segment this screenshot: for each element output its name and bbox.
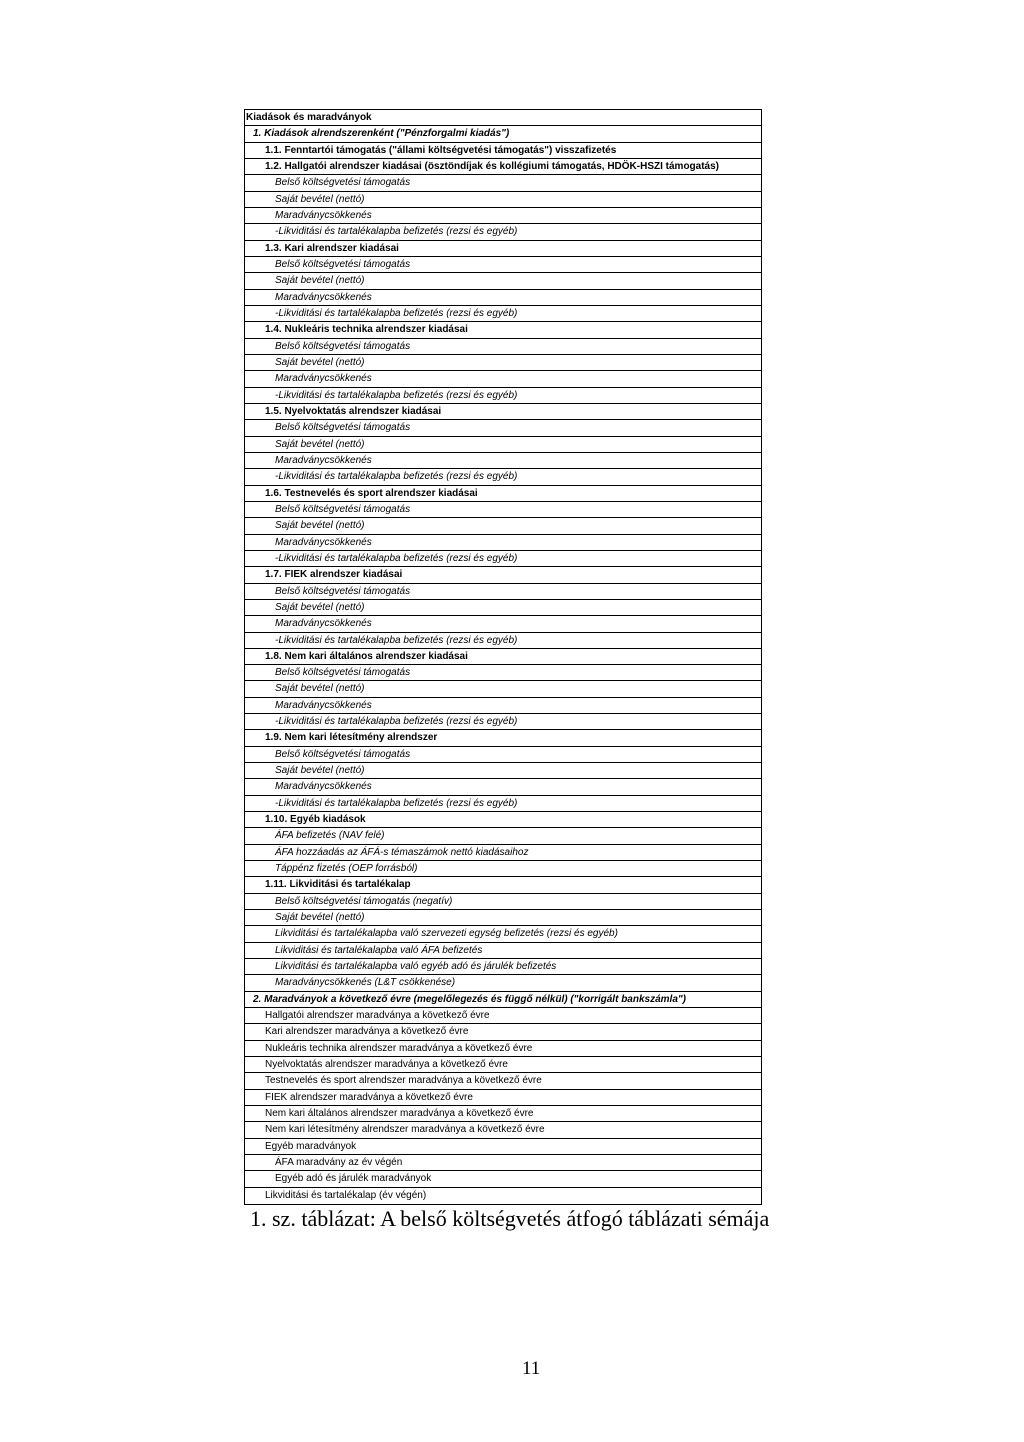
table-row bbox=[245, 812, 761, 828]
table-row bbox=[245, 828, 761, 844]
row-label: -Likviditási és tartalékalapba befizetés (rezsi és egyéb) bbox=[275, 552, 518, 564]
row-label: Táppénz fizetés (OEP forrásból) bbox=[275, 863, 418, 875]
row-label: Likviditási és tartalékalap (év végén) bbox=[265, 1189, 427, 1201]
row-label: Maradványcsökkenés bbox=[275, 454, 372, 466]
table-row bbox=[245, 535, 761, 551]
row-label: Belső költségvetési támogatás (negatív) bbox=[275, 895, 453, 907]
table-row bbox=[245, 992, 761, 1008]
table-row bbox=[245, 894, 761, 910]
row-label: Maradványcsökkenés bbox=[275, 536, 372, 548]
row-label: Nyelvoktatás alrendszer maradványa a következő évre bbox=[265, 1059, 508, 1071]
row-label: Maradványcsökkenés bbox=[275, 373, 372, 385]
row-label: Saját bevétel (nettó) bbox=[275, 683, 365, 695]
row-label: FIEK alrendszer maradványa a következő évre bbox=[265, 1091, 473, 1103]
table-row bbox=[245, 175, 761, 191]
row-label: Kari alrendszer maradványa a következő évre bbox=[265, 1026, 469, 1038]
row-label: Nukleáris technika alrendszer maradványa a következő évre bbox=[265, 1042, 533, 1054]
table-row bbox=[245, 306, 761, 322]
row-label: Maradványcsökkenés (L&T csökkenése) bbox=[275, 977, 456, 989]
table-row bbox=[245, 845, 761, 861]
row-label: Saját bevétel (nettó) bbox=[275, 520, 365, 532]
table-row bbox=[245, 943, 761, 959]
row-label: Saját bevétel (nettó) bbox=[275, 275, 365, 287]
row-label: Egyéb adó és járulék maradványok bbox=[275, 1173, 432, 1185]
table-row bbox=[245, 1106, 761, 1122]
row-label: Maradványcsökkenés bbox=[275, 291, 372, 303]
row-label: Maradványcsökkenés bbox=[275, 781, 372, 793]
table-row bbox=[245, 1090, 761, 1106]
row-label: Likviditási és tartalékalapba való ÁFA befizetés bbox=[275, 944, 483, 956]
table-row bbox=[245, 1073, 761, 1089]
row-label: Saját bevétel (nettó) bbox=[275, 601, 365, 613]
row-label: Nem kari létesítmény alrendszer maradványa a következő évre bbox=[265, 1124, 545, 1136]
row-label: 1.7. FIEK alrendszer kiadásai bbox=[265, 569, 403, 581]
row-label: Belső költségvetési támogatás bbox=[275, 177, 411, 189]
table-row bbox=[245, 502, 761, 518]
row-label: Maradványcsökkenés bbox=[275, 209, 372, 221]
row-label: Saját bevétel (nettó) bbox=[275, 356, 365, 368]
table-row bbox=[245, 975, 761, 991]
table-row bbox=[245, 257, 761, 273]
row-label: 1.9. Nem kari létesítmény alrendszer bbox=[265, 732, 438, 744]
table-row bbox=[245, 681, 761, 697]
row-label: -Likviditási és tartalékalapba befizetés (rezsi és egyéb) bbox=[275, 797, 518, 809]
table-row bbox=[245, 551, 761, 567]
row-label: Belső költségvetési támogatás bbox=[275, 340, 411, 352]
table-row bbox=[245, 1155, 761, 1171]
table-row bbox=[245, 649, 761, 665]
table-row bbox=[245, 1171, 761, 1187]
table-row bbox=[245, 388, 761, 404]
table-row bbox=[245, 1024, 761, 1040]
row-label: Nem kari általános alrendszer maradványa a következő évre bbox=[265, 1108, 534, 1120]
row-label: Belső költségvetési támogatás bbox=[275, 585, 411, 597]
row-label: Belső költségvetési támogatás bbox=[275, 258, 411, 270]
row-label: 1.2. Hallgatói alrendszer kiadásai (ösztöndíjak és kollégiumi támogatás, HDÖK-HSZI támogatás) bbox=[265, 160, 720, 172]
table-row bbox=[245, 796, 761, 812]
table-row bbox=[245, 1122, 761, 1138]
table-row bbox=[245, 665, 761, 681]
table-row bbox=[245, 779, 761, 795]
table-row bbox=[245, 1057, 761, 1073]
table-row bbox=[245, 159, 761, 175]
row-label: 2. Maradványok a következő évre (megelőlegezés és függő nélkül) ("korrigált bankszámla") bbox=[253, 993, 686, 1005]
table-caption: 1. sz. táblázat: A belső költségvetés átfogó táblázati sémája bbox=[250, 1206, 770, 1231]
row-label: Kiadások és maradványok bbox=[246, 112, 372, 123]
table-row bbox=[245, 567, 761, 583]
table-row bbox=[245, 143, 761, 159]
row-label: Belső költségvetési támogatás bbox=[275, 503, 411, 515]
row-label: Belső költségvetési támogatás bbox=[275, 667, 411, 679]
table-row bbox=[245, 1041, 761, 1057]
row-label: Saját bevétel (nettó) bbox=[275, 765, 365, 777]
row-label: ÁFA befizetés (NAV felé) bbox=[275, 830, 385, 842]
table-row bbox=[245, 910, 761, 926]
row-label: 1.6. Testnevelés és sport alrendszer kiadásai bbox=[265, 487, 478, 499]
row-label: 1.3. Kari alrendszer kiadásai bbox=[265, 242, 399, 254]
table-row bbox=[245, 861, 761, 877]
table-row bbox=[245, 453, 761, 469]
row-label: Maradványcsökkenés bbox=[275, 618, 372, 630]
row-label: -Likviditási és tartalékalapba befizetés (rezsi és egyéb) bbox=[275, 471, 518, 483]
table-row bbox=[245, 1008, 761, 1024]
row-label: 1. Kiadások alrendszerenként ("Pénzforgalmi kiadás") bbox=[253, 128, 510, 140]
row-label: -Likviditási és tartalékalapba befizetés (rezsi és egyéb) bbox=[275, 307, 518, 319]
table-row bbox=[245, 224, 761, 240]
row-label: -Likviditási és tartalékalapba befizetés (rezsi és egyéb) bbox=[275, 634, 518, 646]
table-row bbox=[245, 110, 761, 126]
table-row bbox=[245, 486, 761, 502]
table-row bbox=[245, 714, 761, 730]
row-label: 1.1. Fenntartói támogatás ("állami költségvetési támogatás") visszafizetés bbox=[265, 144, 617, 156]
table-row bbox=[245, 420, 761, 436]
row-label: Likviditási és tartalékalapba való szervezeti egység befizetés (rezsi és egyéb) bbox=[275, 928, 618, 940]
table-row bbox=[245, 371, 761, 387]
row-label: Maradványcsökkenés bbox=[275, 699, 372, 711]
table-row bbox=[245, 518, 761, 534]
table-row bbox=[245, 437, 761, 453]
row-label: Egyéb maradványok bbox=[265, 1140, 357, 1152]
table-row bbox=[245, 241, 761, 257]
row-label: Saját bevétel (nettó) bbox=[275, 438, 365, 450]
row-label: 1.8. Nem kari általános alrendszer kiadásai bbox=[265, 650, 468, 662]
row-label: 1.10. Egyéb kiadások bbox=[265, 814, 366, 826]
table-row bbox=[245, 355, 761, 371]
row-label: ÁFA maradvány az év végén bbox=[275, 1157, 403, 1168]
table-row bbox=[245, 616, 761, 632]
table-row bbox=[245, 584, 761, 600]
table-row bbox=[245, 1139, 761, 1155]
table-row bbox=[245, 273, 761, 289]
row-label: -Likviditási és tartalékalapba befizetés (rezsi és egyéb) bbox=[275, 716, 518, 728]
row-label: Belső költségvetési támogatás bbox=[275, 748, 411, 760]
table-row bbox=[245, 208, 761, 224]
table-row bbox=[245, 322, 761, 338]
budget-schema-table bbox=[244, 109, 762, 1205]
page-number: 11 bbox=[522, 1358, 541, 1379]
table-row bbox=[245, 404, 761, 420]
row-label: -Likviditási és tartalékalapba befizetés (rezsi és egyéb) bbox=[275, 389, 518, 401]
table-row bbox=[245, 698, 761, 714]
row-label: Likviditási és tartalékalapba való egyéb adó és járulék befizetés bbox=[275, 961, 557, 973]
table-row bbox=[245, 926, 761, 942]
row-label: Saját bevétel (nettó) bbox=[275, 912, 365, 924]
row-label: 1.5. Nyelvoktatás alrendszer kiadásai bbox=[265, 405, 442, 417]
row-label: Belső költségvetési támogatás bbox=[275, 422, 411, 434]
row-label: Testnevelés és sport alrendszer maradványa a következő évre bbox=[265, 1075, 542, 1087]
table-row bbox=[245, 469, 761, 485]
row-label: -Likviditási és tartalékalapba befizetés (rezsi és egyéb) bbox=[275, 226, 518, 238]
table-row bbox=[245, 633, 761, 649]
table-row bbox=[245, 747, 761, 763]
row-label: Hallgatói alrendszer maradványa a következő évre bbox=[265, 1010, 490, 1022]
table-row bbox=[245, 959, 761, 975]
table-row bbox=[245, 126, 761, 142]
row-label: 1.4. Nukleáris technika alrendszer kiadásai bbox=[265, 324, 468, 336]
table-row bbox=[245, 290, 761, 306]
table-row bbox=[245, 600, 761, 616]
row-label: Saját bevétel (nettó) bbox=[275, 193, 365, 205]
row-label: ÁFA hozzáadás az ÁFÁ-s témaszámok nettó kiadásaihoz bbox=[275, 846, 529, 858]
row-label: 1.11. Likviditási és tartalékalap bbox=[265, 879, 411, 891]
table-row bbox=[245, 877, 761, 893]
table-row bbox=[245, 730, 761, 746]
table-row bbox=[245, 192, 761, 208]
table-row bbox=[245, 1188, 761, 1204]
table-row bbox=[245, 763, 761, 779]
table-row bbox=[245, 339, 761, 355]
